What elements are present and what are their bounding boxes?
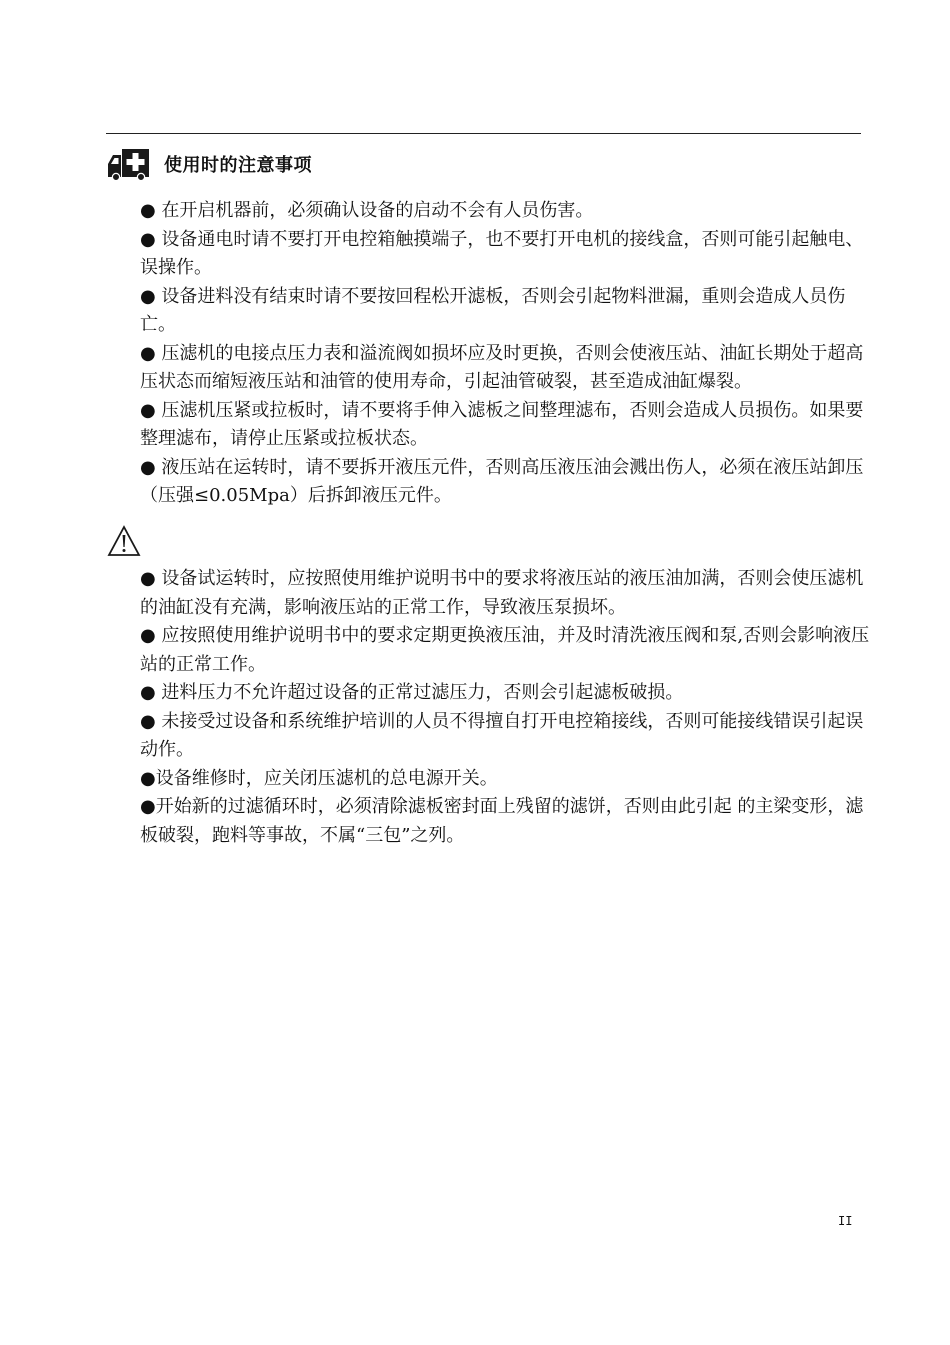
- list-item: ●设备维修时，应关闭压滤机的总电源开关。: [140, 767, 498, 789]
- section-title: 使用时的注意事项: [164, 155, 312, 176]
- list-item: ● 液压站在运转时，请不要拆开液压元件，否则高压液压油会溅出伤人，必须在液压站卸压（压强≤0.05Mpa）后拆卸液压元件。: [140, 456, 864, 506]
- list-item: ● 压滤机的电接点压力表和溢流阀如损坏应及时更换，否则会使液压站、油缸长期处于超高压状态而缩短液压站和油管的使用寿命，引起油管破裂，甚至造成油缸爆裂。: [140, 342, 864, 392]
- page-number: II: [838, 1214, 853, 1228]
- list-item: ● 压滤机压紧或拉板时，请不要将手伸入滤板之间整理滤布，否则会造成人员损伤。如果要整理滤布，请停止压紧或拉板状态。: [140, 399, 864, 449]
- list-item: ● 在开启机器前，必须确认设备的启动不会有人员伤害。: [140, 200, 594, 221]
- section-header: [106, 146, 312, 182]
- ambulance-icon: [106, 147, 150, 181]
- header-rule: [106, 133, 861, 134]
- list-item: ● 进料压力不允许超过设备的正常过滤压力，否则会引起滤板破损。: [140, 682, 684, 703]
- list-item: ● 未接受过设备和系统维护培训的人员不得擅自打开电控箱接线，否则可能接线错误引起误动作。: [140, 710, 864, 760]
- list-item: ●开始新的过滤循环时，必须清除滤板密封面上残留的滤饼，否则由此引起 的主梁变形，滤板破裂，跑料等事故，不属“三包”之列。: [140, 796, 864, 846]
- list-item: ● 设备试运转时，应按照使用维护说明书中的要求将液压站的液压油加满，否则会使压滤机的油缸没有充满，影响液压站的正常工作，导致液压泵损坏。: [140, 568, 864, 618]
- list-item: ● 设备通电时请不要打开电控箱触摸端子，也不要打开电机的接线盒，否则可能引起触电、误操作。: [140, 228, 864, 278]
- list-item: ● 设备进料没有结束时请不要按回程松开滤板，否则会引起物料泄漏，重则会造成人员伤亡。: [140, 285, 846, 335]
- list-item: ● 应按照使用维护说明书中的要求定期更换液压油，并及时清洗液压阀和泵,否则会影响液压站的正常工作。: [140, 625, 870, 675]
- precaution-list-a: [140, 197, 870, 511]
- warning-triangle-icon: [107, 525, 141, 557]
- precaution-list-b: [140, 565, 870, 850]
